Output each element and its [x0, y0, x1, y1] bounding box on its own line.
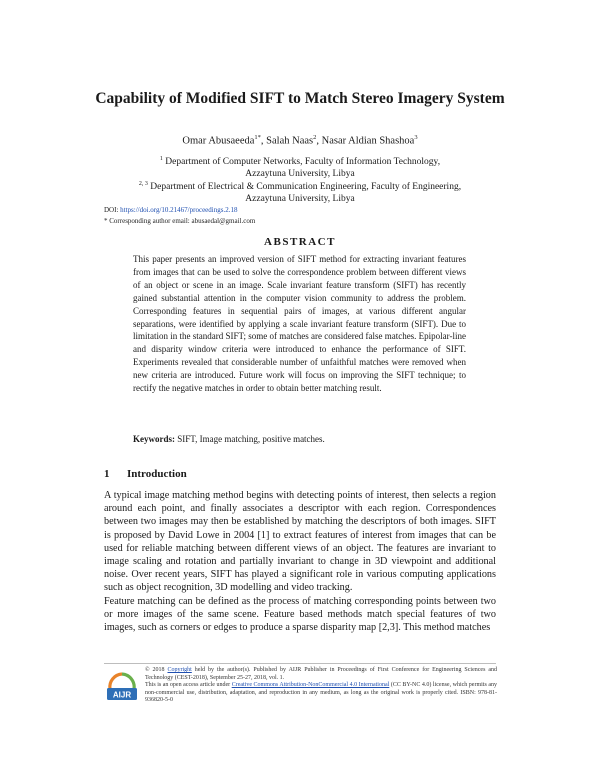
author-affiliation-mark: 3: [414, 134, 418, 141]
aijr-logo: [104, 667, 140, 703]
copyright-link[interactable]: Copyright: [167, 667, 192, 673]
license-prefix: This is an open access article under: [145, 682, 231, 689]
keywords-label: Keywords:: [133, 434, 175, 444]
footer-divider: [104, 663, 496, 664]
affiliation-mark: 2, 3: [138, 181, 148, 187]
copyright-text: held by the author(s). Published by AIJR Publisher in Proceedings of First Conference for Engineering Sciences and Technology (CEST-2018), September 25-27, 2018, vol. 1.: [145, 667, 498, 681]
doi-line: [104, 206, 237, 214]
affiliation-1: [130, 153, 470, 180]
section-number: 1: [104, 468, 110, 480]
author-name: Nasar Aldian Shashoa: [321, 135, 415, 147]
author-name: Salah Naas: [266, 135, 314, 147]
doi-link[interactable]: https://doi.org/10.21467/proceedings.2.18: [120, 206, 238, 214]
logo-arc-green: [122, 674, 134, 689]
paper-title: Capability of Modified SIFT to Match Stereo Imagery System: [95, 90, 505, 107]
logo-text: AIJR: [112, 690, 132, 700]
footer-license: [145, 667, 497, 705]
author-affiliation-mark: 2: [313, 134, 317, 141]
section-title: Introduction: [127, 468, 187, 480]
author-affiliation-mark: 1*: [254, 134, 261, 141]
affiliation-line: Azzaytuna University, Libya: [245, 194, 355, 205]
license-link[interactable]: Creative Commons Attribution-NonCommercial 4.0 International: [231, 682, 390, 689]
abstract-heading: ABSTRACT: [264, 236, 336, 248]
paragraph: Feature matching can be defined as the process of matching corresponding points between two or more images of the same scene. Feature based methods match special features of two images, such as corners or edges to produce a sparse disparity map [2,3]. This method matches: [104, 595, 496, 634]
affiliation-line: Department of Electrical & Communication Engineering, Faculty of Engineering,: [150, 182, 462, 193]
keywords: [133, 434, 466, 444]
paragraph: A typical image matching method begins with detecting points of interest, then selects a region around each point, and finally associates a descriptor with each region. Correspondences between two images may then be established by matching the descriptors of both images. SIFT is proposed by David Lowe in 2004 [1] to extract features of interest from images that can be used for reliable matching between different views of an object. The features are invariant to image scaling and rotation and partially invariant to change in 3D viewpoint and additional noise. Over recent years, SIFT has played a significant role in various computing applications such as object recognition, 3D modelling and video tracking.: [104, 490, 496, 594]
corresponding-author: * Corresponding author email: abusaedal@gmail.com: [104, 217, 256, 225]
abstract-text: This paper presents an improved version of SIFT method for extracting invariant features from images that can be used to solve the correspondence problem between different views of an object or scene in an image. Scale invariant feature transform (SIFT) has recently gained substantial attention in the computer vision community to address the problem. Corresponding features in sequential pairs of images, at various different angular separations, were identified by applying a scale invariant feature transform (SIFT). Due to limitation in the standard SIFT; some of matches are considered false matches. Epipolar-line and disparity window criteria were introduced to enhance the performance of SIFT. Experiments revealed that considerable number of unfaithful matches were removed when new criteria are introduced. Future work will focus on improving the SIFT technique; to rectify the negative matches in order to obtain better matching result.: [133, 254, 466, 394]
license-text: (CC BY-NC 4.0) license, which permits any non-commercial use, distribution, adaptation, and reproduction in any medium, as long as the original work is properly cited. ISBN: 978-81-936820-5-0: [145, 682, 497, 704]
author-list: Omar Abusaeeda$^{1*}$, Salah Naas$^2$, Nasar Aldian Shashoa$^3$: [182, 134, 418, 147]
affiliation-2: [120, 178, 480, 205]
affiliation-line: Department of Computer Networks, Faculty of Information Technology,: [165, 157, 441, 168]
section-body: [104, 489, 496, 634]
logo-arc-orange: [110, 674, 122, 689]
copyright-prefix: © 2018: [145, 667, 165, 673]
section-heading: [104, 468, 187, 480]
keywords-text: SIFT, Image matching, positive matches.: [177, 434, 325, 444]
affiliation-line: Azzaytuna University, Libya: [245, 169, 355, 180]
affiliation-mark: 1: [159, 156, 163, 162]
doi-label: DOI:: [104, 206, 119, 214]
author-name: Omar Abusaeeda: [182, 135, 255, 147]
